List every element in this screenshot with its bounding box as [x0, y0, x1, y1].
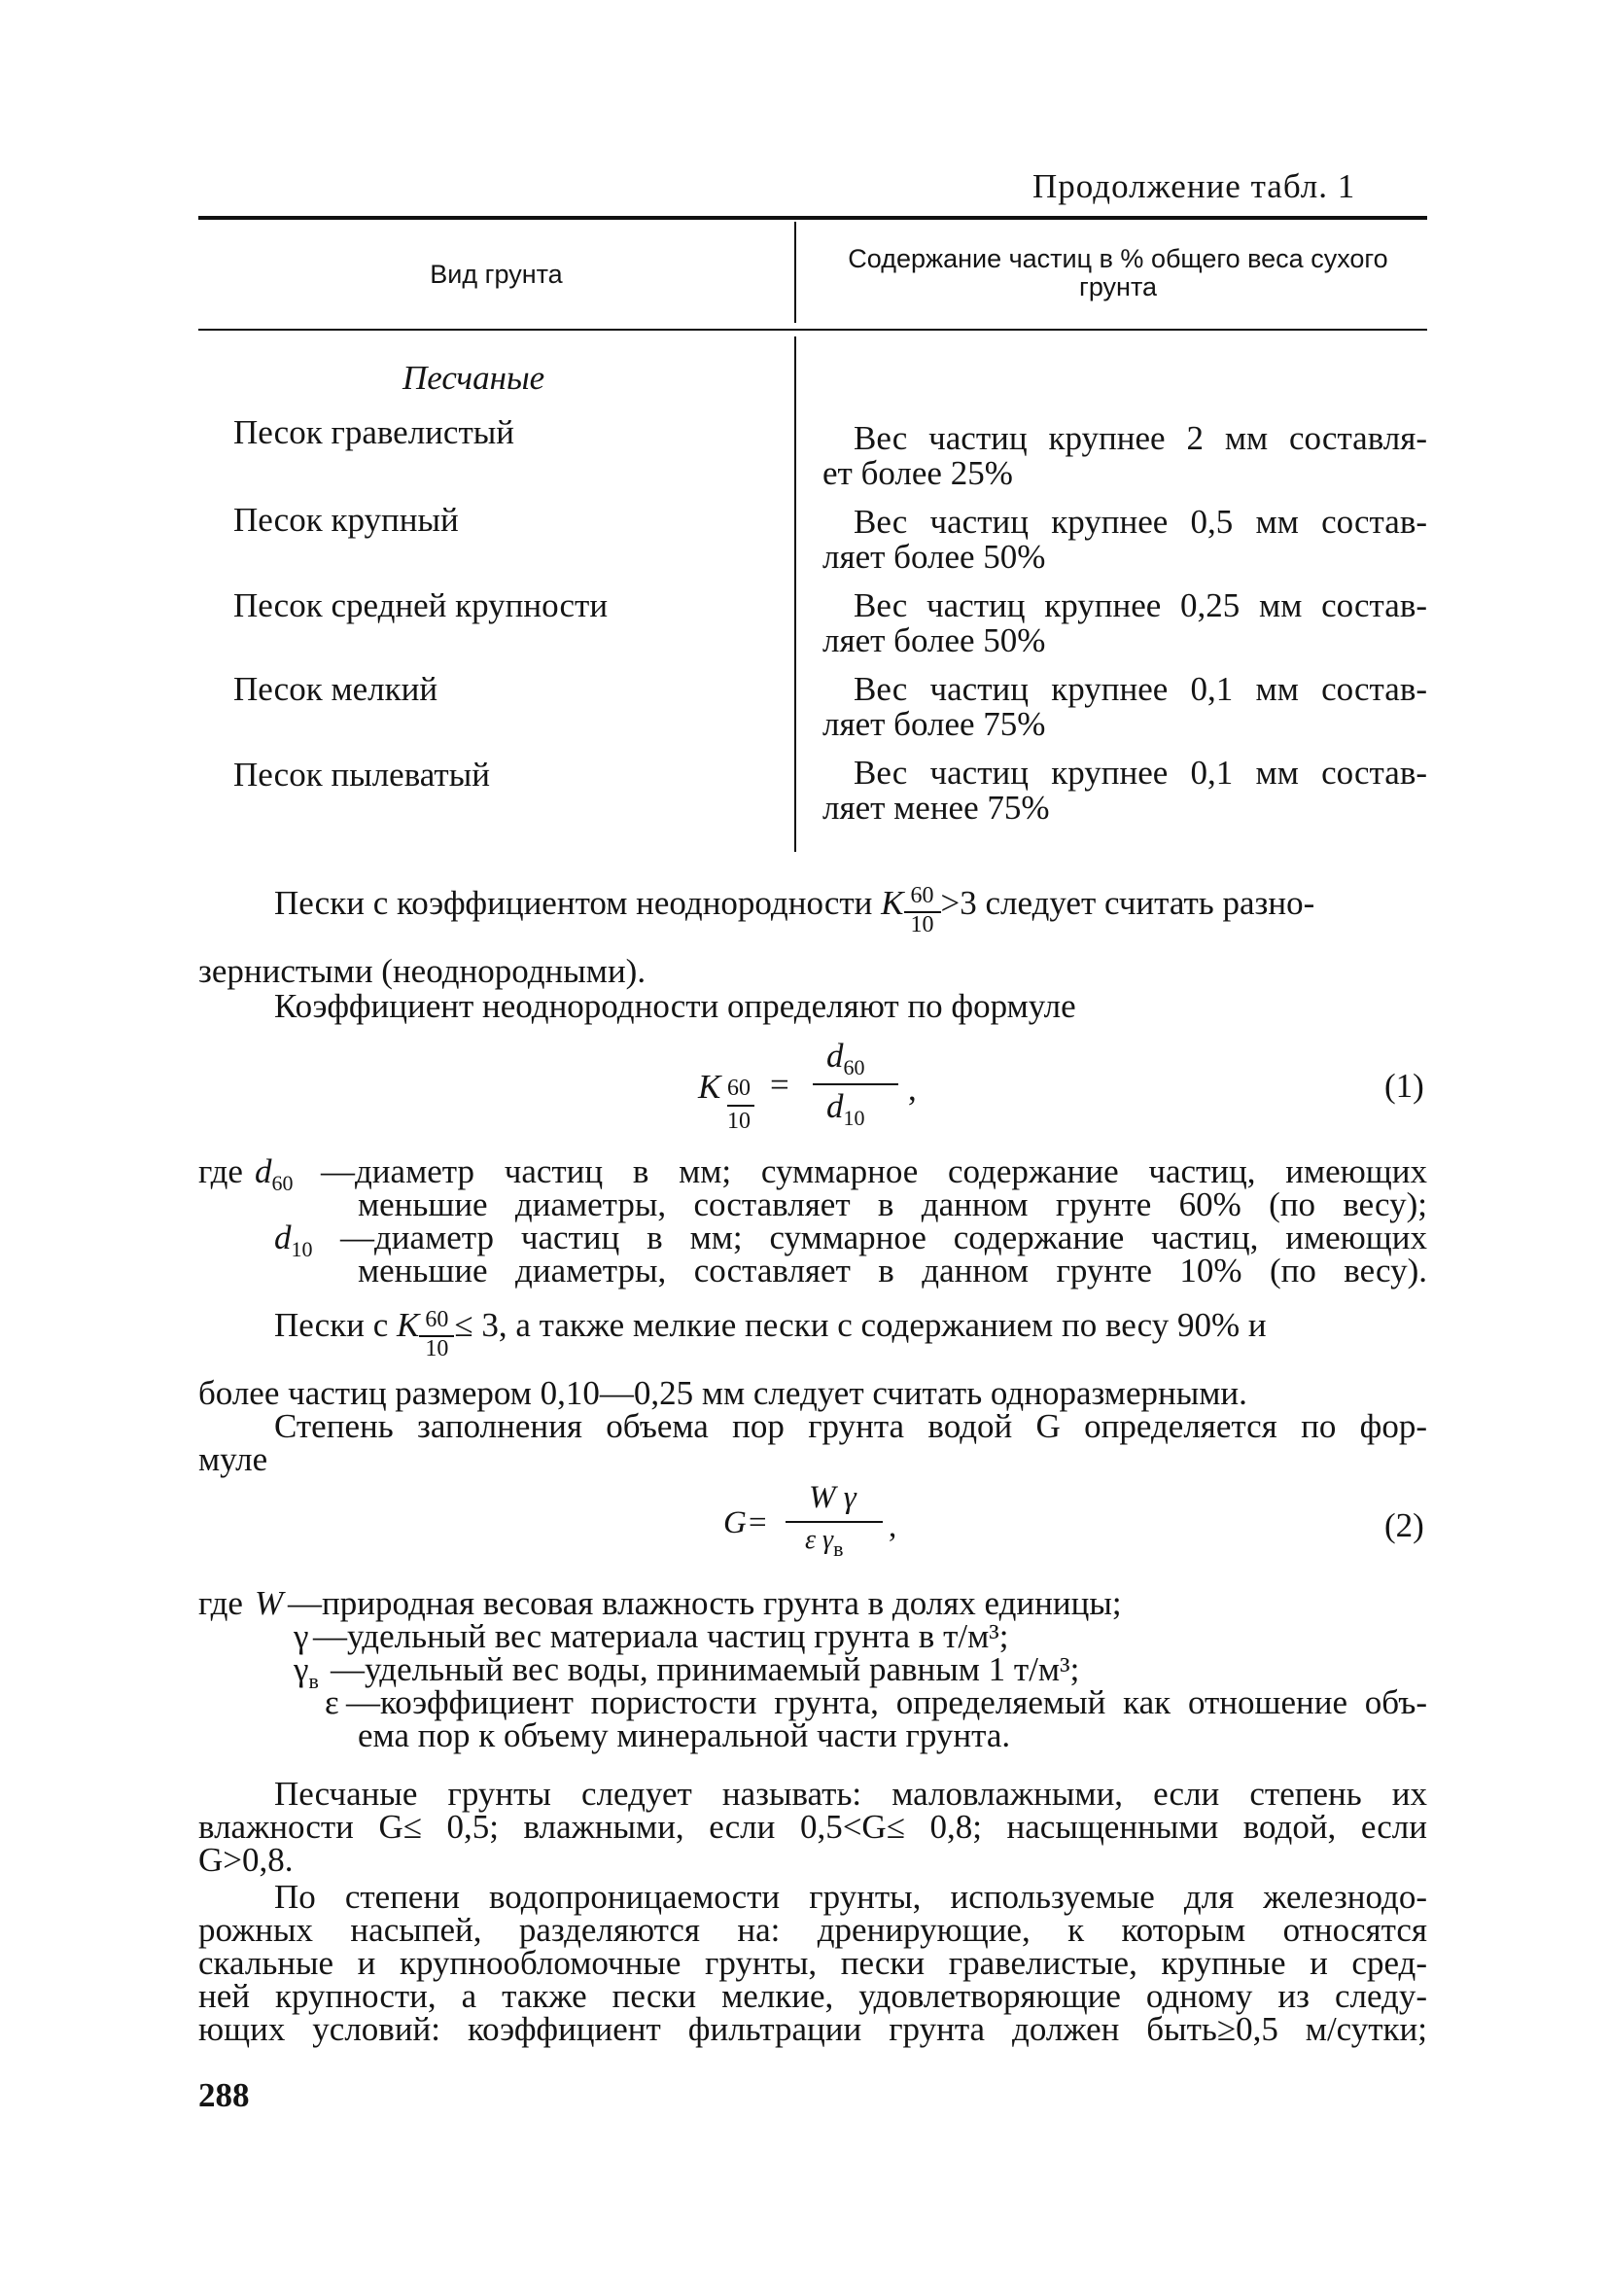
where1-text: —диаметр частиц в мм; суммарное содержание частиц, имеющих [321, 1152, 1427, 1190]
formula1-lhs-bar [727, 1105, 754, 1107]
formula2-fraction-bar [786, 1521, 883, 1523]
table-header-soil-type: Вид грунта [430, 260, 563, 289]
para1-k-num: 60 [910, 883, 934, 908]
formula2-lhs: G= [723, 1505, 769, 1540]
paragraph-heterogeneity [274, 883, 1315, 937]
where1-text: меньшие диаметры, составляет в данном грунте 60% (по весу); [358, 1185, 1427, 1223]
where2-text: —удельный вес воды, принимаемый равным 1 т/м³; [331, 1650, 1080, 1688]
page-number: 288 [198, 2076, 250, 2114]
para1-text: Пески с коэффициентом неоднородности [274, 884, 882, 922]
formula1-number: (1) [1384, 1067, 1424, 1105]
where2-symbol: γ [294, 1617, 309, 1655]
paragraph-permeability: рожных насыпей, разделяются на: дренирующие, к которым относятся [198, 1911, 1427, 1949]
formula2-denominator: ε $\gamma_в$ [805, 1525, 844, 1561]
paragraph-heterogeneity-line2: зернистыми (неоднородными). [198, 952, 647, 990]
table-row-desc: ляет более 75% [822, 705, 1046, 743]
where2-text: —удельный вес материала частиц грунта в т/м³; [313, 1617, 1009, 1655]
where2-text: —коэффициент пористости грунта, определяемый как отношение объ- [346, 1683, 1427, 1721]
where1-symbol: $d_{10}$ [274, 1219, 313, 1261]
paragraph-uniform-sands-line2: более частиц размером 0,10—0,25 мм следует считать одноразмерными. [198, 1374, 1247, 1412]
formula1-lhs-den: 10 [727, 1109, 751, 1134]
where2-text: ема пор к объему минеральной части грунта. [358, 1716, 1011, 1754]
table-row-desc: Вес частиц крупнее 0,5 мм состав- [854, 503, 1427, 541]
formula-1 [698, 1037, 931, 1144]
formula2-comma: , [889, 1509, 897, 1544]
formula1-comma: , [908, 1070, 917, 1108]
formula2-numerator: W γ [809, 1480, 856, 1515]
para3-k-den: 10 [419, 1335, 454, 1360]
formula1-eq: = [770, 1066, 789, 1104]
table-row-name: Песок средней крупности [233, 586, 609, 624]
para3-k-symbol: K [397, 1306, 420, 1344]
paragraph-permeability: скальные и крупнообломочные грунты, пески гравелистые, крупные и сред- [198, 1944, 1427, 1982]
paragraph-moisture: Песчаные грунты следует называть: маловлажными, если степень их [274, 1775, 1427, 1813]
where1-prefix: где [198, 1152, 243, 1190]
table-row-desc: ляет более 50% [822, 538, 1046, 576]
formula1-denominator: $d_{10}$ [826, 1087, 865, 1130]
paragraph-saturation-line2: муле [198, 1440, 268, 1478]
formula1-lhs-k: K [698, 1068, 721, 1106]
paragraph-permeability: ющих условий: коэффициент фильтрации грунта должен быть≥0,5 м/сутки; [198, 2010, 1427, 2048]
para1-text-end: >3 следует считать разно- [940, 884, 1315, 922]
table-column-divider-body [794, 336, 796, 852]
table-row-desc: Вес частиц крупнее 0,1 мм состав- [854, 670, 1427, 708]
table-top-rule [198, 216, 1427, 220]
paragraph-saturation: Степень заполнения объема пор грунта водой G определяется по фор- [274, 1407, 1427, 1445]
where2-symbol: $\gamma_в$ [294, 1650, 319, 1693]
where2-symbol: ε [325, 1683, 339, 1721]
paragraph-permeability: По степени водопроницаемости грунты, используемые для железнодо- [274, 1878, 1427, 1916]
para1-k-den: 10 [904, 911, 941, 936]
table-row-desc: Вес частиц крупнее 0,25 мм состав- [854, 586, 1427, 624]
para1-k-symbol: K [881, 884, 904, 922]
table-header-particle-content: Содержание частиц в % общего веса сухого грунта [848, 244, 1388, 301]
where1-text: —диаметр частиц в мм; суммарное содержание частиц, имеющих [340, 1219, 1427, 1256]
where2-symbol: W [255, 1584, 284, 1622]
paragraph-moisture: влажности G≤ 0,5; влажными, если 0,5<G≤ 0,8; насыщенными водой, если [198, 1808, 1427, 1846]
para1-k-index [904, 883, 941, 937]
table-row-name: Песок пылеватый [233, 756, 490, 794]
table-caption: Продолжение табл. 1 [1032, 167, 1356, 205]
table-row-name: Песок мелкий [233, 670, 438, 708]
paragraph-moisture: G>0,8. [198, 1841, 294, 1879]
table-section-title: Песчаные [402, 359, 545, 397]
table-row-desc: Вес частиц крупнее 2 мм составля- [854, 419, 1427, 457]
paragraph-uniform-sands: Пески с K $\frac{60}{10}$ ≤ 3, а также мелкие пески с содержанием по весу 90% и [274, 1307, 1267, 1348]
formula1-fraction-bar [813, 1083, 898, 1085]
paragraph-permeability: ней крупности, а также пески мелкие, удовлетворяющие одному из следу- [198, 1977, 1427, 2015]
formula1-lhs-num: 60 [727, 1076, 751, 1101]
table-row-name: Песок гравелистый [233, 413, 514, 451]
table-column-divider-top [794, 222, 796, 323]
where2-text: —природная весовая влажность грунта в долях единицы; [288, 1584, 1122, 1622]
where2-prefix: где [198, 1584, 243, 1622]
table-row-desc: ляет менее 75% [822, 789, 1050, 827]
table-row-desc: Вес частиц крупнее 0,1 мм состав- [854, 754, 1427, 792]
para3-k-index [419, 1307, 454, 1361]
where1-text: меньшие диаметры, составляет в данном грунте 10% (по весу). [358, 1252, 1427, 1289]
formula-2 [723, 1480, 918, 1568]
table-row-desc: ет более 25% [822, 454, 1013, 492]
para3-k-num: 60 [425, 1307, 449, 1332]
table-header-rule [198, 329, 1427, 331]
table-row-name: Песок крупный [233, 501, 459, 539]
formula1-numerator: $d_{60}$ [826, 1037, 865, 1079]
formula2-number: (2) [1384, 1506, 1424, 1544]
table-row-desc: ляет более 50% [822, 621, 1046, 659]
paragraph-formula-intro: Коэффициент неоднородности определяют по формуле [274, 987, 1076, 1025]
where1-symbol: $d_{60}$ [255, 1152, 294, 1195]
